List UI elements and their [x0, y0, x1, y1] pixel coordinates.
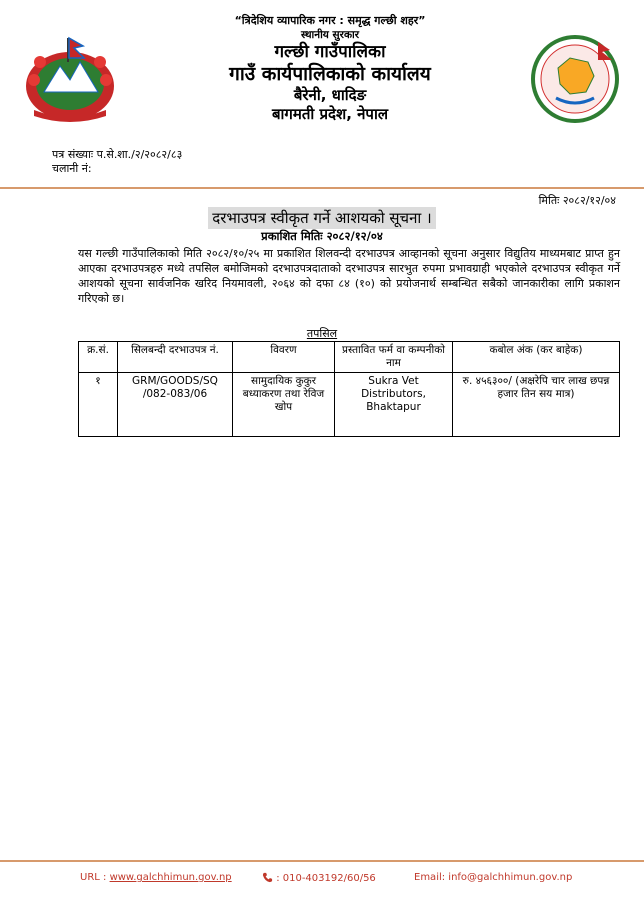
letter-number: पत्र संख्याः प.से.शा./२/२०८२/८३ — [52, 148, 183, 161]
table-header-row — [79, 342, 620, 373]
footer-divider — [0, 860, 644, 862]
col-header-bid-number: सिलबन्दी दरभाउपत्र नं. — [118, 342, 233, 373]
table-row — [79, 373, 620, 437]
cell-serial: १ — [79, 373, 118, 437]
local-government-label: स्थानीय सुरकार — [300, 29, 360, 41]
col-header-serial: क्र.सं. — [79, 342, 118, 373]
reference-block — [52, 148, 182, 176]
footer-url — [80, 872, 232, 883]
col-header-bid-amount: कबोल अंक (कर बाहेक) — [453, 342, 620, 373]
dispatch-number: चलानी नं: — [52, 162, 92, 175]
header-divider — [0, 187, 644, 189]
footer-email[interactable]: Email: info@galchhimun.gov.np — [414, 872, 573, 883]
province-name: बागमती प्रदेश, नेपाल — [271, 105, 389, 123]
cell-bid-amount: रु. ४५६३००/ (अक्षरेपि चार लाख छपन्न हजार तिन सय मात्र) — [453, 373, 620, 437]
municipality-logo-icon — [526, 32, 624, 124]
slogan: “त्रिदेशिय व्यापारिक नगर : समृद्ध गल्छी शहर” — [234, 14, 426, 27]
bid-details-table — [78, 341, 620, 437]
notice-title-wrap — [0, 207, 644, 229]
notice-date: मितिः २०८२/१२/०४ — [538, 194, 616, 207]
office-name: गाउँ कार्यपालिकाको कार्यालय — [229, 63, 431, 85]
col-header-description: विवरण — [233, 342, 335, 373]
footer — [0, 872, 644, 886]
cell-bid-number: GRM/GOODS/SQ /082-083/06 — [118, 373, 233, 437]
published-date: प्रकाशित मितिः २०८२/१२/०४ — [261, 229, 383, 243]
cell-firm-name: Sukra Vet Distributors, Bhaktapur — [335, 373, 453, 437]
municipality-name: गल्छी गाउँपालिका — [274, 42, 386, 62]
nepal-emblem-icon — [20, 32, 120, 124]
cell-description: सामुदायिक कुकुर बध्याकरण तथा रेविज खोप — [233, 373, 335, 437]
phone-icon — [262, 872, 273, 883]
footer-phone — [262, 872, 376, 884]
table-caption: तपसिल — [306, 327, 338, 340]
phone-numbers: : 010-403192/60/56 — [276, 873, 376, 884]
url-label: URL : — [80, 872, 107, 883]
office-location: बैरेनी, धादिङ — [293, 86, 367, 104]
letterhead — [150, 14, 510, 124]
notice-title: दरभाउपत्र स्वीकृत गर्ने आशयको सूचना । — [208, 207, 436, 229]
notice-body: यस गल्छी गाउँपालिकाको मिति २०८२/१०/२५ मा प्रकाशित शिलवन्दी दरभाउपत्र आव्हानको सूचना अनुसार विद्युतिय माध्यमबाट प्राप्त हुन आएका दरभाउपत्रहरु मध्ये तपसिल बमोजिमको दरभाउपत्रदाताको दरभाउपत्र सारभुत रुपमा प्रभावग्राही भएकोले दरभाउपत्र स्वीकृत गर्ने आशयको सूचना सार्वजनिक खरिद नियमावली, २०६४ को दफा ८४ (१०) को प्रयोजनार्थ सम्बन्धित सबैको जानकारीका लागि प्रकाशन गरिएको छ। — [78, 247, 620, 305]
website-link[interactable]: www.galchhimun.gov.np — [109, 872, 232, 883]
col-header-firm-name: प्रस्तावित फर्म वा कम्पनीको नाम — [335, 342, 453, 373]
